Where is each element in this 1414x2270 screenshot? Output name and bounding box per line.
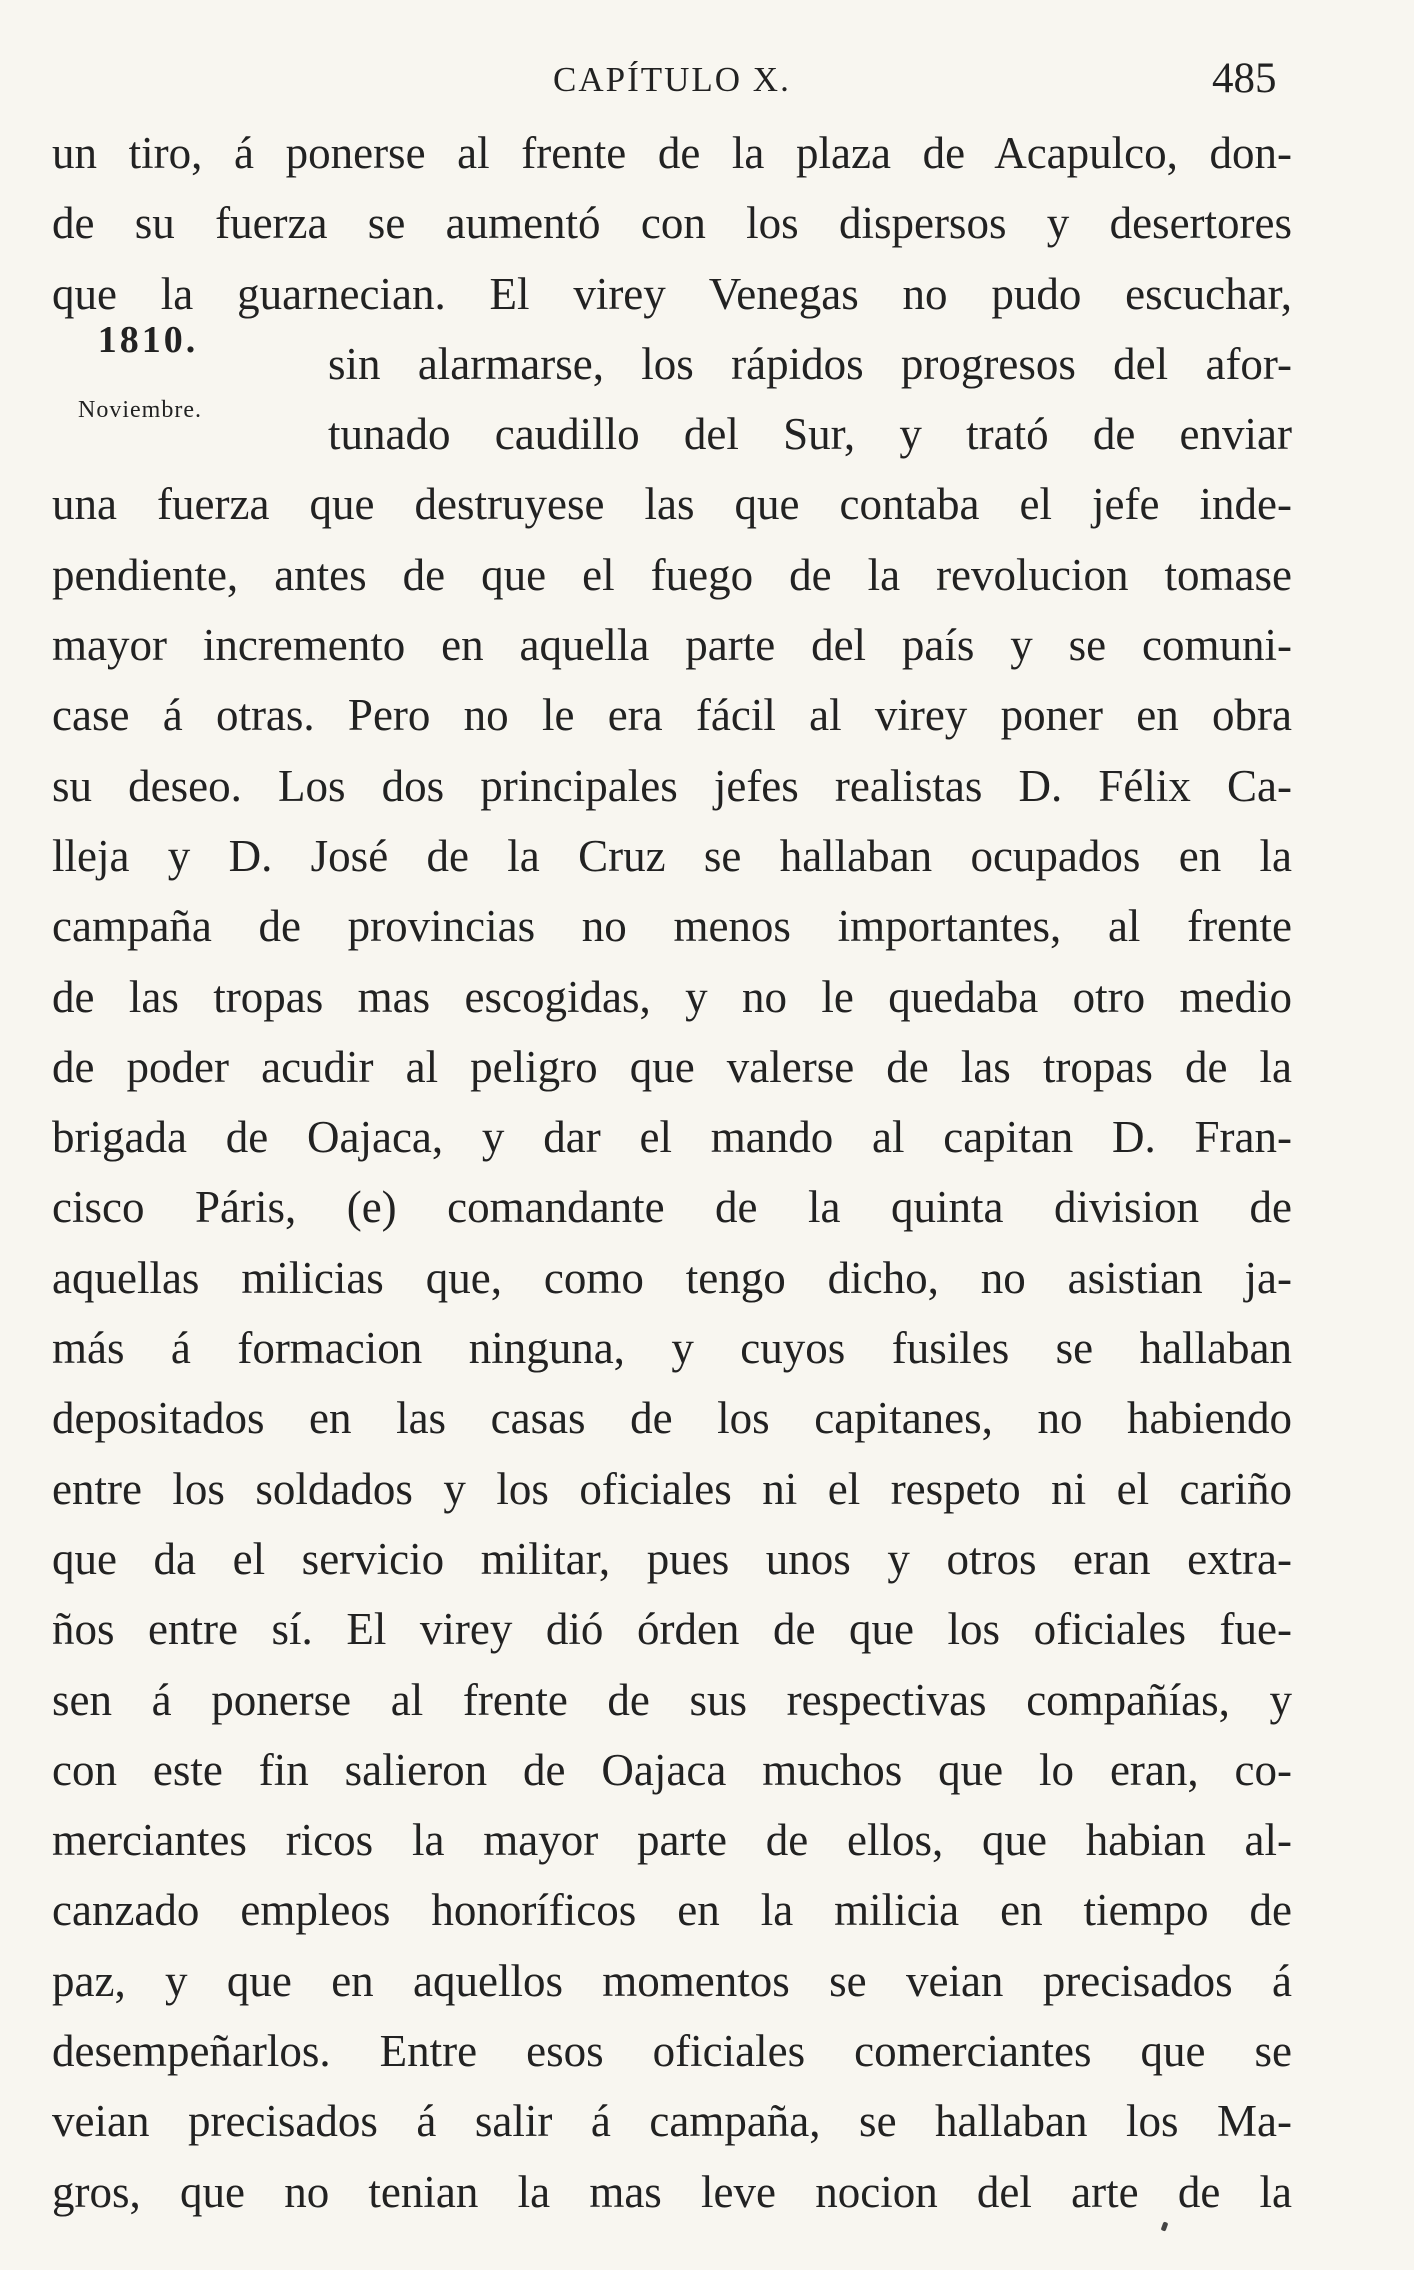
text-line: depositados en las casas de los capitanes, no habiendo [52,1393,1292,1444]
text-line: entre los soldados y los oficiales ni el respeto ni el cariño [52,1463,1292,1514]
text-line: que da el servicio militar, pues unos y otros eran extra- [52,1533,1292,1584]
text-line: ños entre sí. El virey dió órden de que los oficiales fue- [52,1604,1292,1655]
text-line: desempeñarlos. Entre esos oficiales comerciantes que se [52,2026,1292,2077]
text-line: veian precisados á salir á campaña, se hallaban los Ma- [52,2096,1292,2147]
text-line: con este fin salieron de Oajaca muchos que lo eran, co- [52,1744,1292,1795]
text-line: gros, que no tenian la mas leve nocion del arte de la [52,2166,1292,2217]
page-number: 485 [1212,55,1277,102]
text-line: más á formacion ninguna, y cuyos fusiles se hallaban [52,1323,1292,1374]
text-line: lleja y D. José de la Cruz se hallaban ocupados en la [52,830,1292,881]
text-line: mayor incremento en aquella parte del país y se comuni- [52,620,1292,671]
text-line: de poder acudir al peligro que valerse de las tropas de la [52,1041,1292,1092]
text-line: canzado empleos honoríficos en la milicia en tiempo de [52,1885,1292,1936]
text-line: su deseo. Los dos principales jefes realistas D. Félix Ca- [52,760,1292,811]
text-line: cisco Páris, (e) comandante de la quinta division de [52,1182,1292,1233]
text-line: de las tropas mas escogidas, y no le quedaba otro medio [52,971,1292,1022]
text-line: aquellas milicias que, como tengo dicho, no asistian ja- [52,1252,1292,1303]
running-header [0,52,1414,112]
text-line: una fuerza que destruyese las que contaba el jefe inde- [52,479,1292,530]
text-line: pendiente, antes de que el fuego de la revolucion tomase [52,549,1292,600]
text-line: campaña de provincias no menos importantes, al frente [52,901,1292,952]
text-line: que la guarnecian. El virey Venegas no pudo escuchar, [52,268,1292,319]
text-line: merciantes ricos la mayor parte de ellos, que habian al- [52,1815,1292,1866]
text-line: sin alarmarse, los rápidos progresos del afor- [328,338,1292,389]
text-line: sen á ponerse al frente de sus respectivas compañías, y [52,1674,1292,1725]
text-line: brigada de Oajaca, y dar el mando al capitan D. Fran- [52,1112,1292,1163]
margin-note-year: 1810. [97,319,199,361]
body-text [52,118,1292,2227]
chapter-heading: CAPÍTULO X. [553,60,791,99]
text-line: case á otras. Pero no le era fácil al virey poner en obra [52,690,1292,741]
text-line: paz, y que en aquellos momentos se veian precisados á [52,1955,1292,2006]
text-line: tunado caudillo del Sur, y trató de enviar [328,409,1292,460]
text-line: un tiro, á ponerse al frente de la plaza de Acapulco, don- [52,128,1292,178]
margin-note-month: Noviembre. [78,397,202,423]
text-line: de su fuerza se aumentó con los dispersos y desertores [52,198,1292,249]
